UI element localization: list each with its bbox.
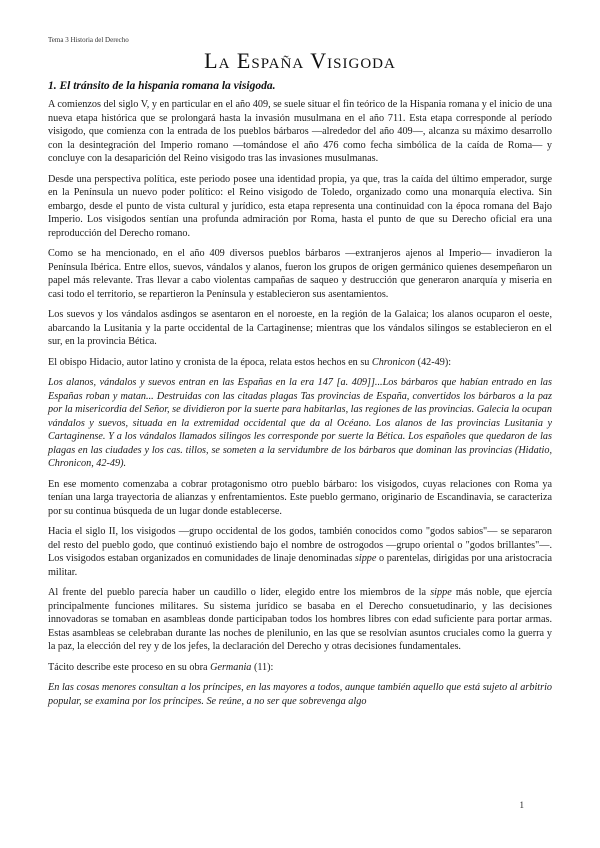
sippe-term-2: sippe (430, 587, 452, 598)
paragraph-6: En ese momento comenzaba a cobrar protagonismo otro pueblo bárbaro: los visigodos, cuyas relaciones con Roma ya tenían una larga trayectoria de alianzas y enfrentamientos. Este pueblo germano, originario de Escandinavia, se caracteriza por su continua búsqueda de un lugar donde establecerse. (48, 478, 552, 517)
paragraph-5-text-b: (42-49): (415, 356, 452, 368)
paragraph-9 (48, 661, 552, 675)
page-number: 1 (519, 800, 524, 810)
section-heading: 1. El tránsito de la hispania romana la visigoda. (48, 80, 276, 92)
paragraph-5-text-a: El obispo Hidacio, autor latino y cronista de la época, relata estos hechos en su (48, 356, 372, 368)
paragraph-5 (48, 356, 552, 370)
sippe-term: sippe (354, 553, 377, 564)
paragraph-3: Como se ha mencionado, en el año 409 diversos pueblos bárbaros —extranjeros ajenos al Imperio— invadieron la Península Ibérica. Entre ellos, suevos, vándalos y alanos, fueron los grupos de origen germánico quienes desempeñaron un papel más relevante. Tras llevar a cabo violentas campañas de saqueo y destrucción que generaron anarquía y miseria en casi todo el territorio, se repartieron la Península y establecieron sus asentamientos. (48, 248, 552, 300)
paragraph-9-text-b: (11): (251, 661, 274, 673)
germania-title: Germania (210, 661, 252, 673)
paragraph-8-text-a: Al frente del pueblo parecía haber un caudillo o líder, elegido entre los miembros de la (48, 587, 431, 598)
paragraph-7 (48, 525, 552, 579)
document-body (48, 80, 552, 715)
quote-hidacio: Los alanos, vándalos y suevos entran en las Españas en la era 147 [a. 409]]...Los bárbaros que habían entrado en las Españas roban y matan... Destruidas con las citadas plagas Tas provincias de España, convertidos los bárbaros a la paz por la misericordia del Señor, se dividieron por la suerte para habitarlas, las regiones de las provincias. Galecia la ocupan vándalos y suevos, situada en la extremidad occidental que da al Océano. Los alanos de las provincias Lusitania y Cartaginense. Y a los vándalos llamados silingos les corresponde por suerte la Bética. Los españoles que quedaron de las plagas en las ciudades y los cas. tillos, se someten a la servidumbre de los bárbaros que dominan las provincias (Hidatio, Chronicon, 42-49). (48, 377, 552, 469)
running-header: Tema 3 Historia del Derecho (48, 36, 129, 44)
chronicon-title: Chronicon (371, 356, 416, 368)
paragraph-9-text-a: Tácito describe este proceso en su obra (48, 661, 211, 673)
paragraph-8 (48, 586, 552, 654)
quote-tacito: En las cosas menores consultan a los príncipes, en las mayores a todos, aunque también aquello que está sujeto al arbitrio popular, se examina por los príncipes. Se reúne, a no ser que sobrevenga algo (48, 682, 552, 707)
paragraph-1: A comienzos del siglo V, y en particular en el año 409, se suele situar el fin teórico de la Hispania romana y el inicio de una nueva etapa histórica que se prolongará hasta la invasión musulmana en el año 711. Esta etapa corresponde al período visigodo, que comienza con la entrada de los pueblos bárbaros —alrededor del año 409—, alcanza su máximo desarrollo con la desintegración del Imperio romano —tomándose el año 476 como fecha simbólica de la caída de Roma— y concluye con la desaparición del Reino visigodo tras las invasiones musulmanas. (48, 99, 552, 164)
paragraph-7-text-b: o parentelas, dirigidas por una aristocracia militar. (48, 553, 552, 578)
paragraph-2: Desde una perspectiva política, este periodo posee una identidad propia, ya que, tras la caída del último emperador, surge en la Península un nuevo poder político: el Reino visigodo de Toledo, organizado como una monarquía electiva. Sin embargo, desde el punto de vista cultural y jurídico, esta etapa representa una continuidad con la época romana del Bajo Imperio. Los visigodos sentían una profunda admiración por Roma, hasta el punto de que su Derecho oficial era una reproducción del Derecho romano. (48, 173, 552, 239)
paragraph-7-text-a: Hacia el siglo II, los visigodos —grupo occidental de los godos, también conocidos como "godos sabios"— se separaron del resto del pueblo godo, que continuó existiendo bajo el nombre de ostrogodos —grupo oriental o "godos brillantes"—. Los visigodos estaban organizados en comunidades de linaje denominadas (48, 526, 552, 564)
paragraph-8-text-b: más noble, que ejercía principalmente funciones militares. Su sistema jurídico se basaba en el Derecho consuetudinario, y las decisiones innovadoras se tomaban en asambleas donde participaban todos los hombres libres con edad suficiente para portar armas. Estas asambleas se celebraban durante las noches de plenilunio, en las que se resolvían asuntos cruciales como la guerra y la paz, la elección del rey y de los jefes, la declaración del Derecho y otras decisiones fundamentales. (48, 587, 552, 652)
document-title: La España Visigoda (204, 48, 396, 73)
paragraph-4: Los suevos y los vándalos asdingos se asentaron en el noroeste, en la región de la Galaica; los alanos ocuparon el oeste, abarcando la Lusitania y la parte occidental de la Cartaginense; mientras que los vándalos silingos se establecieron en el sur, en la provincia Bética. (48, 309, 552, 347)
